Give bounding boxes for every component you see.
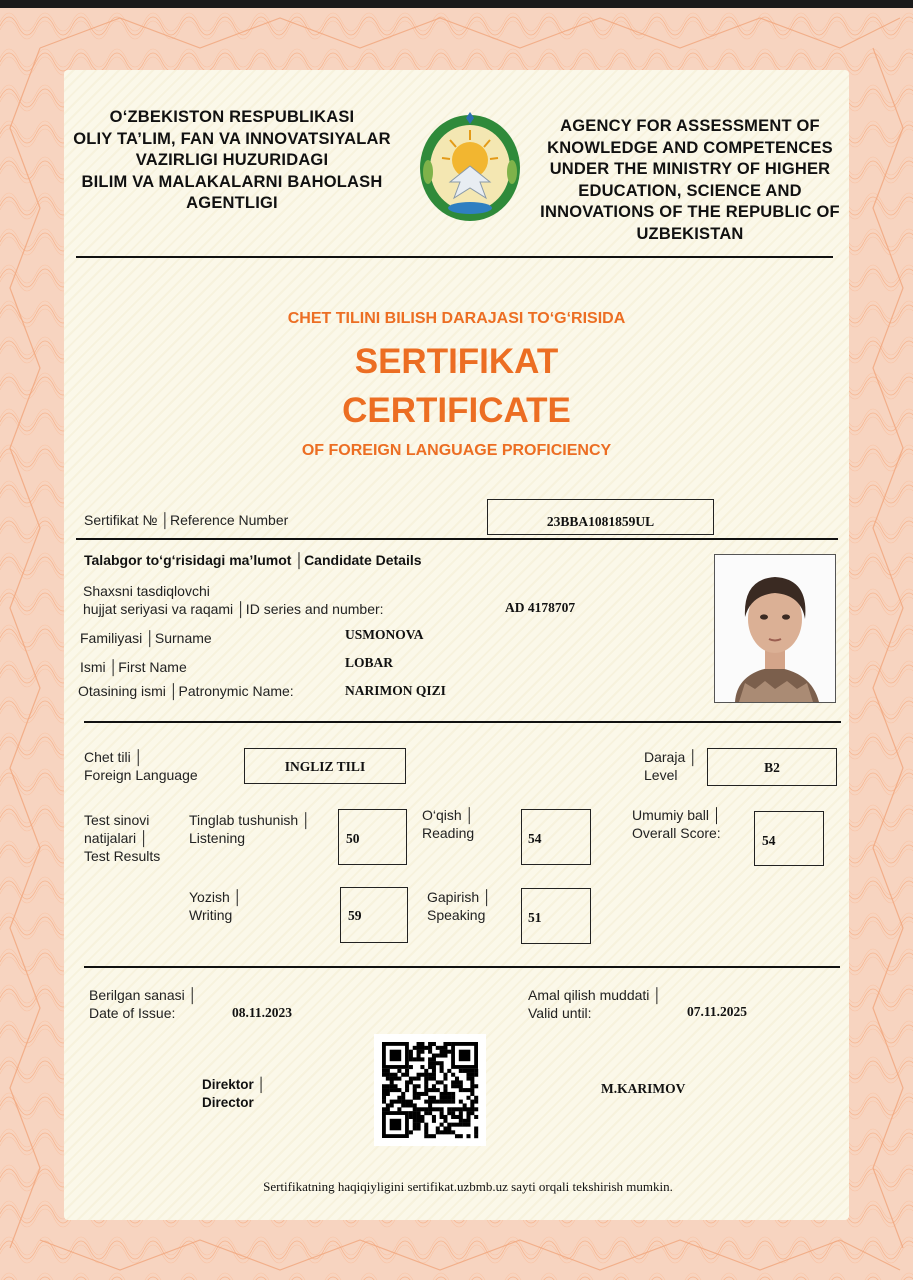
header-right-line: EDUCATION, SCIENCE AND (578, 181, 802, 200)
portrait-icon (715, 555, 835, 702)
header-right-line: UZBEKISTAN (636, 224, 744, 243)
valid-until-label (528, 986, 662, 1022)
reading-label-line: Reading (422, 825, 475, 841)
test-results-label-line: natijalari │ (84, 830, 149, 846)
writing-label-line: Yozish │ (189, 889, 243, 905)
surname-label: Familiyasi │Surname (80, 630, 212, 646)
firstname-label: Ismi │First Name (80, 659, 187, 675)
title-subtitle-top: CHET TILINI BILISH DARAJASI TO‘G‘RISIDA (287, 310, 626, 327)
listening-score: 50 (346, 831, 360, 846)
language-label-line: Foreign Language (84, 767, 198, 783)
overall-label (632, 806, 722, 842)
language-label-line: Chet tili │ (84, 749, 144, 765)
valid-until-label-line: Amal qilish muddati │ (528, 987, 663, 1003)
issue-date-value: 08.11.2023 (232, 1005, 293, 1020)
reference-divider (76, 538, 838, 540)
header-left-line: AGENTLIGI (186, 194, 278, 212)
test-results-label-line: Test sinovi (84, 812, 150, 828)
patronymic-value: NARIMON QIZI (345, 683, 446, 698)
issue-date-label-line: Berilgan sanasi │ (89, 987, 198, 1003)
director-label-line: Direktor │ (202, 1077, 266, 1092)
header-right-line: INNOVATIONS OF THE REPUBLIC OF (540, 203, 840, 221)
header-left-line: O‘ZBEKISTON RESPUBLIKASI (109, 108, 355, 126)
reading-label (422, 806, 474, 842)
header-divider (76, 256, 833, 258)
header-left-line: OLIY TA’LIM, FAN VA INNOVATSIYALAR (73, 129, 391, 148)
patronymic-label: Otasining ismi │Patronymic Name: (78, 683, 294, 699)
results-divider (84, 966, 840, 968)
listening-label (189, 811, 311, 847)
writing-label (189, 888, 242, 924)
speaking-label (427, 888, 492, 924)
listening-label-line: Tinglab tushunish │ (189, 812, 311, 828)
writing-label-line: Writing (189, 907, 233, 923)
header-left-line: BILIM VA MALAKALARNI BAHOLASH (81, 172, 383, 191)
certificate-page (0, 8, 913, 1280)
header-right-line: UNDER THE MINISTRY OF HIGHER (549, 160, 831, 178)
overall-label-line: Umumiy ball │ (632, 807, 722, 823)
director-label (202, 1076, 266, 1112)
surname-value: USMONOVA (345, 627, 424, 642)
id-label-1: Shaxsni tasdiqlovchi (83, 583, 210, 599)
id-label-2: hujjat seriyasi va raqami │ID series and number: (83, 601, 384, 617)
verification-note: Sertifikatning haqiqiyligini sertifikat.uzbmb.uz sayti orqali tekshirish mumkin. (263, 1179, 673, 1194)
reading-score: 54 (528, 831, 542, 846)
speaking-score: 51 (528, 910, 542, 925)
candidate-divider (84, 721, 841, 723)
speaking-label-line: Speaking (427, 907, 486, 923)
header-right (530, 116, 850, 245)
firstname-value: LOBAR (345, 655, 394, 670)
test-results-label (84, 811, 160, 865)
title-subtitle-bottom: OF FOREIGN LANGUAGE PROFICIENCY (301, 442, 612, 459)
listening-label-line: Listening (189, 830, 246, 846)
valid-until-value: 07.11.2025 (687, 1004, 748, 1019)
director-label-line: Director (202, 1095, 254, 1110)
valid-until-label-line: Valid until: (528, 1005, 592, 1021)
issue-date-label (89, 986, 197, 1022)
state-emblem-icon (416, 112, 524, 224)
candidate-heading: Talabgor to‘g‘risidagi ma’lumot │Candidate Details (84, 552, 422, 568)
reading-label-line: O‘qish │ (422, 807, 475, 823)
overall-score: 54 (762, 833, 776, 848)
title-sertifikat: SERTIFIKAT (354, 342, 559, 381)
candidate-photo (714, 554, 836, 703)
writing-score: 59 (348, 908, 362, 923)
header-right-line: AGENCY FOR ASSESSMENT OF (560, 117, 820, 135)
qr-code-icon[interactable] (374, 1034, 486, 1146)
level-label-line: Daraja │ (644, 749, 698, 765)
director-name: M.KARIMOV (601, 1081, 686, 1096)
header-left-line: VAZIRLIGI HUZURIDAGI (135, 151, 329, 169)
level-label-line: Level (644, 767, 678, 783)
header-right-line: KNOWLEDGE AND COMPETENCES (547, 138, 833, 157)
title-certificate: CERTIFICATE (342, 391, 571, 430)
overall-label-line: Overall Score: (632, 825, 721, 841)
language-label (84, 748, 198, 784)
level-value: B2 (764, 760, 780, 775)
issue-date-label-line: Date of Issue: (89, 1005, 176, 1021)
test-results-label-line: Test Results (84, 848, 161, 864)
language-value: INGLIZ TILI (284, 759, 366, 774)
id-value: AD 4178707 (505, 600, 576, 615)
reference-label: Sertifikat № │Reference Number (84, 512, 289, 528)
speaking-label-line: Gapirish │ (427, 889, 492, 905)
reference-value: 23BBA1081859UL (546, 514, 655, 529)
header-left (62, 107, 402, 215)
level-label (644, 748, 698, 784)
